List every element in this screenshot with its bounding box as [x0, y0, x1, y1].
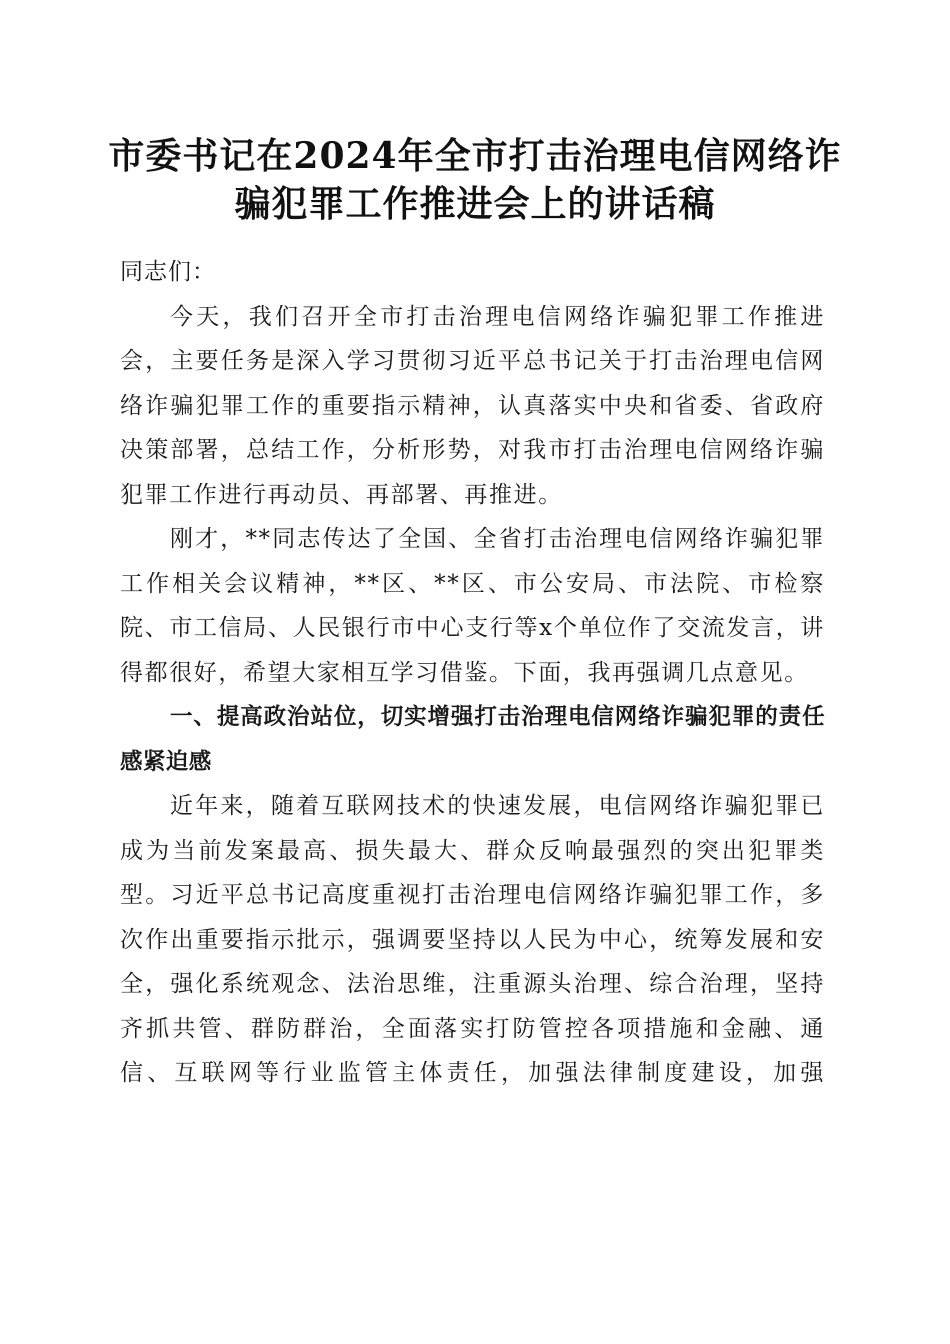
paragraph-2: 刚才，**同志传达了全国、全省打击治理电信网络诈骗犯罪工作相关会议精神，**区、**区、市公安局、市法院、市检察院、市工信局、人民银行市中心支行等x个单位作了交流发言，讲得都很好，希望大家相互学习借鉴。下面，我再强调几点意见。: [120, 526, 825, 686]
document-title: [100, 132, 850, 228]
title-line-1: 市委书记在2024年全市打击治理电信网络诈: [108, 135, 842, 177]
greeting: 同志们：: [120, 259, 216, 285]
paragraph-1: 今天，我们召开全市打击治理电信网络诈骗犯罪工作推进会，主要任务是深入学习贯彻习近平总书记关于打击治理电信网络诈骗犯罪工作的重要指示精神，认真落实中央和省委、省政府决策部署，总结工作，分析形势，对我市打击治理电信网络诈骗犯罪工作进行再动员、再部署、再推进。: [120, 303, 825, 508]
title-line-2: 骗犯罪工作推进会上的讲话稿: [234, 183, 716, 225]
paragraph-3: 近年来，随着互联网技术的快速发展，电信网络诈骗犯罪已成为当前发案最高、损失最大、群众反响最强烈的突出犯罪类型。习近平总书记高度重视打击治理电信网络诈骗犯罪工作，多次作出重要指示批示，强调要坚持以人民为中心，统筹发展和安全，强化系统观念、法治思维，注重源头治理、综合治理，坚持齐抓共管、群防群治，全面落实打防管控各项措施和金融、通信、互联网等行业监管主体责任，加强法律制度建设，加强: [120, 793, 825, 1086]
section-1-heading: 一、提高政治站位，切实增强打击治理电信网络诈骗犯罪的责任感紧迫感: [120, 704, 825, 775]
document-body: [120, 250, 825, 1096]
